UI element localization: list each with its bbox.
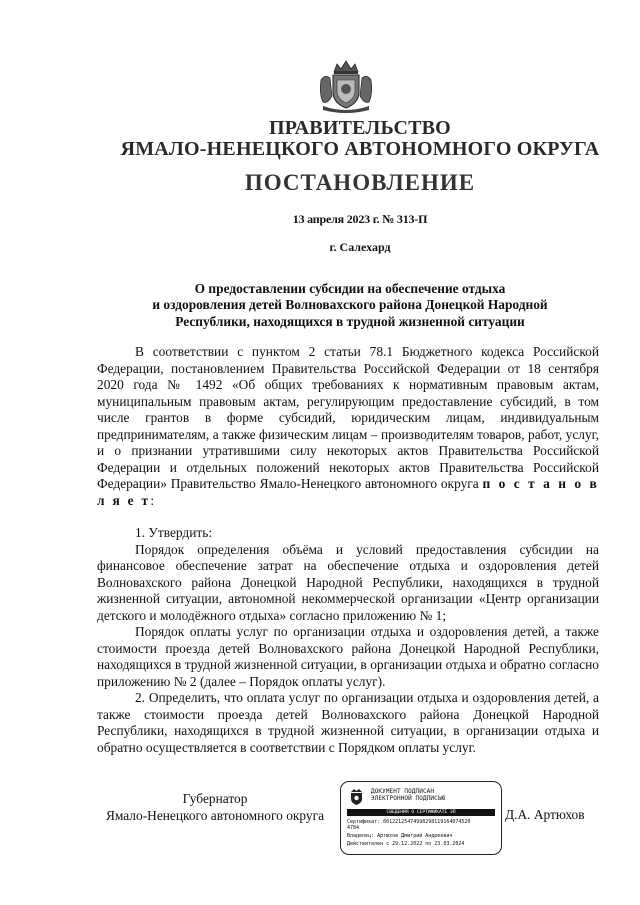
decree-colon: : [150,492,155,508]
stamp-valid: Действителен с 29.12.2022 по 23.03.2024 [347,841,465,847]
document-title [100,281,600,330]
stamp-cert-cont: 4784 [347,825,360,831]
org-name-line1: ПРАВИТЕЛЬСТВО [269,117,451,139]
stamp-heading [371,788,497,802]
stamp-heading-line1: ДОКУМЕНТ ПОДПИСАН [371,788,435,795]
item-2: 2. Определить, что оплата услуг по организации отдыха и оздоровления детей, а также стоимости проезда детей Волновахского района Донецкой Народной Республики, находящихся в трудной жизненной ситуации, в организации отдыха и обратно осуществляется в соответствии с Порядком оплаты услуг. [97,690,599,755]
stamp-heading-line2: ЭЛЕКТРОННОЙ ПОДПИСЬЮ [371,795,446,802]
title-line: О предоставлении субсидии на обеспечение отдыха [194,281,506,296]
org-name-line2: ЯМАЛО-НЕНЕЦКОГО АВТОНОМНОГО ОКРУГА [120,138,600,160]
date-number: 13 апреля 2023 г. № 313-П [292,212,428,226]
preamble-text: В соответствии с пунктом 2 статьи 78.1 Бюджетного кодекса Российской Федерации, постановлением Правительства Российской Федерации от 18 сентября 2020 года № 1492 «Об общих требованиях к нормативным правовым актам, муниципальным правовым актам, регулирующим предоставление субсидий, в том числе грантов в форме субсидий, юридическим лицам, индивидуальным предпринимателям, а также физическим лицам – производителям товаров, работ, услуг, и о признании утратившими силу некоторых актов Правительства Российской Федерации и отдельных положений некоторых актов Правительства Российской Федерации» Правительство Ямало-Ненецкого автономного округа [97,344,599,491]
coat-of-arms-icon [315,58,377,116]
stamp-owner: Владелец: Артюхов Дмитрий Андреевич [347,833,453,839]
document-type: ПОСТАНОВЛЕНИЕ [244,170,476,195]
signatory-title-line2: Ямало-Ненецкого автономного округа [105,808,325,823]
title-line: Республики, находящихся в трудной жизненной ситуации [175,313,525,329]
item-1: 1. Утвердить: [135,525,213,540]
title-line: и оздоровления детей Волноваxского района Донецкой Народной [152,297,548,313]
signatory-title [95,790,335,824]
stamp-emblem-icon [348,788,365,806]
city: г. Салехард [329,240,391,254]
document-body [97,344,599,756]
electronic-signature-stamp [340,781,502,855]
stamp-cert-bar: СВЕДЕНИЯ О СЕРТИФИКАТЕ ЭП [347,809,495,816]
decree-word: п о с т а н о в л я е т [97,476,599,508]
preamble-paragraph [97,344,599,509]
stamp-cert: Сертификат: 60122125474998298119164074520 [347,819,471,825]
item-1-a: Порядок определения объёма и условий предоставления субсидии на финансовое обеспечение затрат на обеспечение отдыха и оздоровления детей Волновахского района Донецкой Народной Республики, находящихся в трудной жизненной ситуации, автономной некоммерческой организации «Центр организации детского и молодёжного отдыха» согласно приложению № 1; [97,541,599,623]
item-1-b: Порядок оплаты услуг по организации отдыха и оздоровления детей, а также стоимости проезда детей Волновахского района Донецкой Народной Республики, находящихся в трудной жизненной ситуации, в организации отдыха и обратно согласно приложению № 2 (далее – Порядок оплаты услуг). [97,624,599,689]
signatory-name: Д.А. Артюхов [505,807,585,822]
signatory-title-line1: Губернатор [182,791,248,806]
